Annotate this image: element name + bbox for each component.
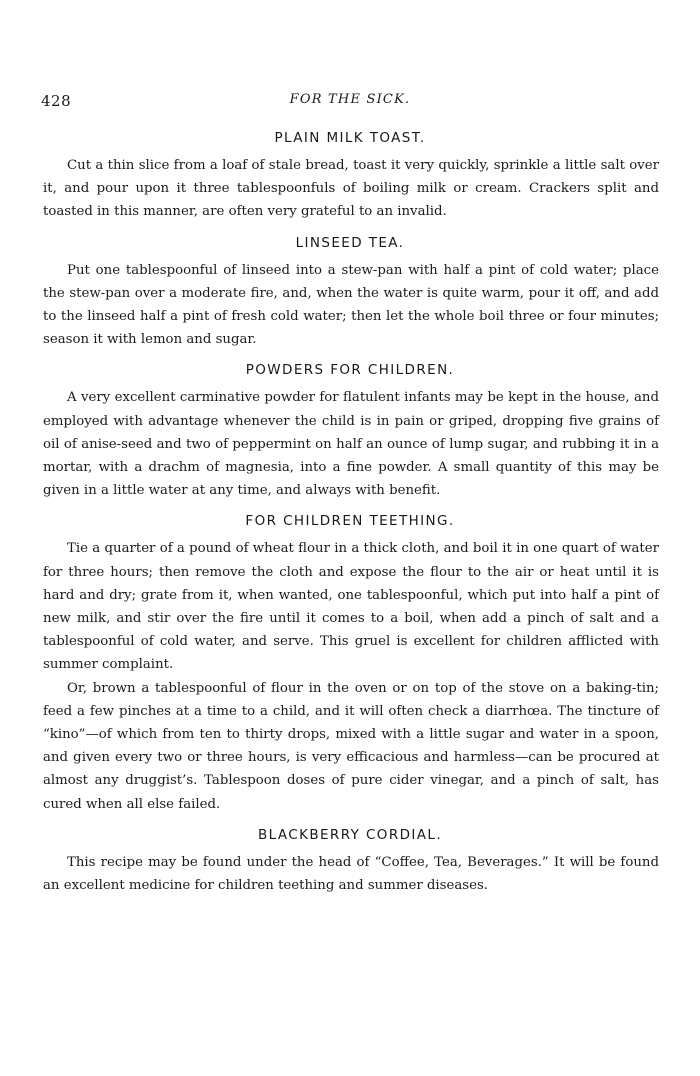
section-heading: FOR CHILDREN TEETHING. — [245, 513, 455, 530]
running-title: FOR THE SICK. — [289, 92, 411, 107]
section-heading: POWDERS FOR CHILDREN. — [245, 362, 455, 379]
paragraph: Or, brown a tablespoonful of flour in the oven or on top of the stove on a baking-tin; feed a few pinches at a time to a child, and it will often check a diarrhœa. The tincture of “kino”—of which from ten to thirty drops, mixed with a little sugar and water in a spoon, and given every two or three hours, is very efficacious and harmless—can be procured at almost any druggist’s. Tablespoon doses of pure cider vinegar, and a pinch of salt, has cured when all else failed. — [43, 680, 659, 812]
paragraph: Put one tablespoonful of linseed into a stew-pan with half a pint of cold water; place the stew-pan over a moderate fire, and, when the water is quite warm, pour it off, and add to the linseed half a pint of fresh cold water; then let the whole boil three or four minutes; season it with lemon and sugar. — [43, 262, 659, 348]
paragraph: This recipe may be found under the head of “Coffee, Tea, Beverages.” It will be found an excellent medicine for children teething and summer diseases. — [43, 854, 659, 894]
page-number: 428 — [41, 92, 72, 110]
paragraph: Cut a thin slice from a loaf of stale bread, toast it very quickly, sprinkle a little salt over it, and pour upon it three tablespoonfuls of boiling milk or cream. Crackers split and toasted in this manner, are often very grateful to an invalid. — [43, 158, 659, 220]
section-heading: PLAIN MILK TOAST. — [274, 130, 426, 146]
section-plain-milk-toast — [41, 130, 659, 224]
paragraph: A very excellent carminative powder for flatulent infants may be kept in the house, and employed with advantage whenever the child is in pain or griped, dropping five grains of oil of anise-seed and two of peppermint on half an ounce of lump sugar, and rubbing it in a mortar, with a drachm of magnesia, into a fine powder. A small quantity of this may be given in a little water at any time, and always with benefit. — [43, 390, 659, 499]
section-for-children-teething — [41, 513, 659, 815]
running-head — [41, 92, 659, 114]
section-linseed-tea — [41, 235, 659, 352]
book-page — [41, 92, 659, 908]
section-blackberry-cordial — [41, 827, 659, 897]
section-heading: LINSEED TEA. — [295, 234, 405, 251]
section-powders-for-children — [41, 362, 659, 502]
section-heading: BLACKBERRY CORDIAL. — [257, 826, 443, 843]
paragraph: Tie a quarter of a pound of wheat flour in a thick cloth, and boil it in one quart of water for three hours; then remove the cloth and expose the flour to the air or heat until it is hard and dry; grate from it, when wanted, one tablespoonful, which put into half a pint of new milk, and stir over the fire until it comes to a boil, when add a pinch of salt and a tablespoonful of cold water, and serve. This gruel is excellent for children afflicted with summer complaint. — [43, 541, 659, 673]
